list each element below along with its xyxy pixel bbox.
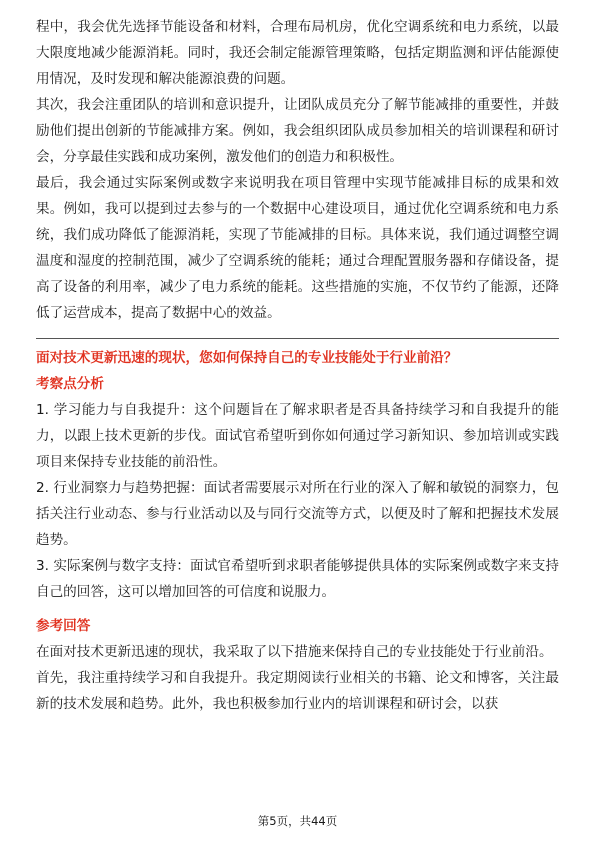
answer-paragraph: 在面对技术更新迅速的现状，我采取了以下措施来保持自己的专业技能处于行业前沿。	[36, 644, 553, 660]
section-divider	[36, 338, 559, 339]
answer-paragraph: 首先，我注重持续学习和自我提升。我定期阅读行业相关的书籍、论文和博客，关注最新的技术发展和趋势。此外，我也积极参加行业内的培训课程和研讨会，以获	[36, 670, 559, 712]
continuation-paragraph: 程中，我会优先选择节能设备和材料，合理布局机房，优化空调系统和电力系统，以最大限度地减少能源消耗。同时，我还会制定能源管理策略，包括定期监测和评估能源使用情况，及时发现和解决能源浪费的问题。	[36, 19, 559, 87]
analysis-point: 3. 实际案例与数字支持：面试官希望听到求职者能够提供具体的实际案例或数字来支持自己的回答，这可以增加回答的可信度和说服力。	[36, 558, 559, 600]
page-number: 第5页，共44页	[257, 814, 338, 828]
analysis-point: 1. 学习能力与自我提升：这个问题旨在了解求职者是否具备持续学习和自我提升的能力，以跟上技术更新的步伐。面试官希望听到你如何通过学习新知识、参加培训或实践项目来保持专业技能的前沿性。	[36, 402, 559, 470]
analysis-point: 2. 行业洞察力与趋势把握：面试者需要展示对所在行业的深入了解和敏锐的洞察力，包括关注行业动态、参与行业活动以及与同行交流等方式，以便及时了解和把握技术发展趋势。	[36, 480, 559, 548]
question-title: 面对技术更新迅速的现状，您如何保持自己的专业技能处于行业前沿？	[36, 350, 458, 366]
continuation-paragraph: 最后，我会通过实际案例或数字来说明我在项目管理中实现节能减排目标的成果和效果。例如，我可以提到过去参与的一个数据中心建设项目，通过优化空调系统和电力系统，我们成功降低了能源消耗，实现了节能减排的目标。具体来说，我们通过调整空调温度和湿度的控制范围，减少了空调系统的能耗；通过合理配置服务器和存储设备，提高了设备的利用率，减少了电力系统的能耗。这些措施的实施，不仅节约了能源，还降低了运营成本，提高了数据中心的效益。	[36, 175, 559, 321]
page-content	[36, 14, 559, 717]
answer-heading: 参考回答	[36, 618, 91, 634]
analysis-heading: 考察点分析	[36, 376, 104, 392]
continuation-paragraph: 其次，我会注重团队的培训和意识提升，让团队成员充分了解节能减排的重要性，并鼓励他们提出创新的节能减排方案。例如，我会组织团队成员参加相关的培训课程和研讨会，分享最佳实践和成功案例，激发他们的创造力和积极性。	[36, 97, 559, 165]
